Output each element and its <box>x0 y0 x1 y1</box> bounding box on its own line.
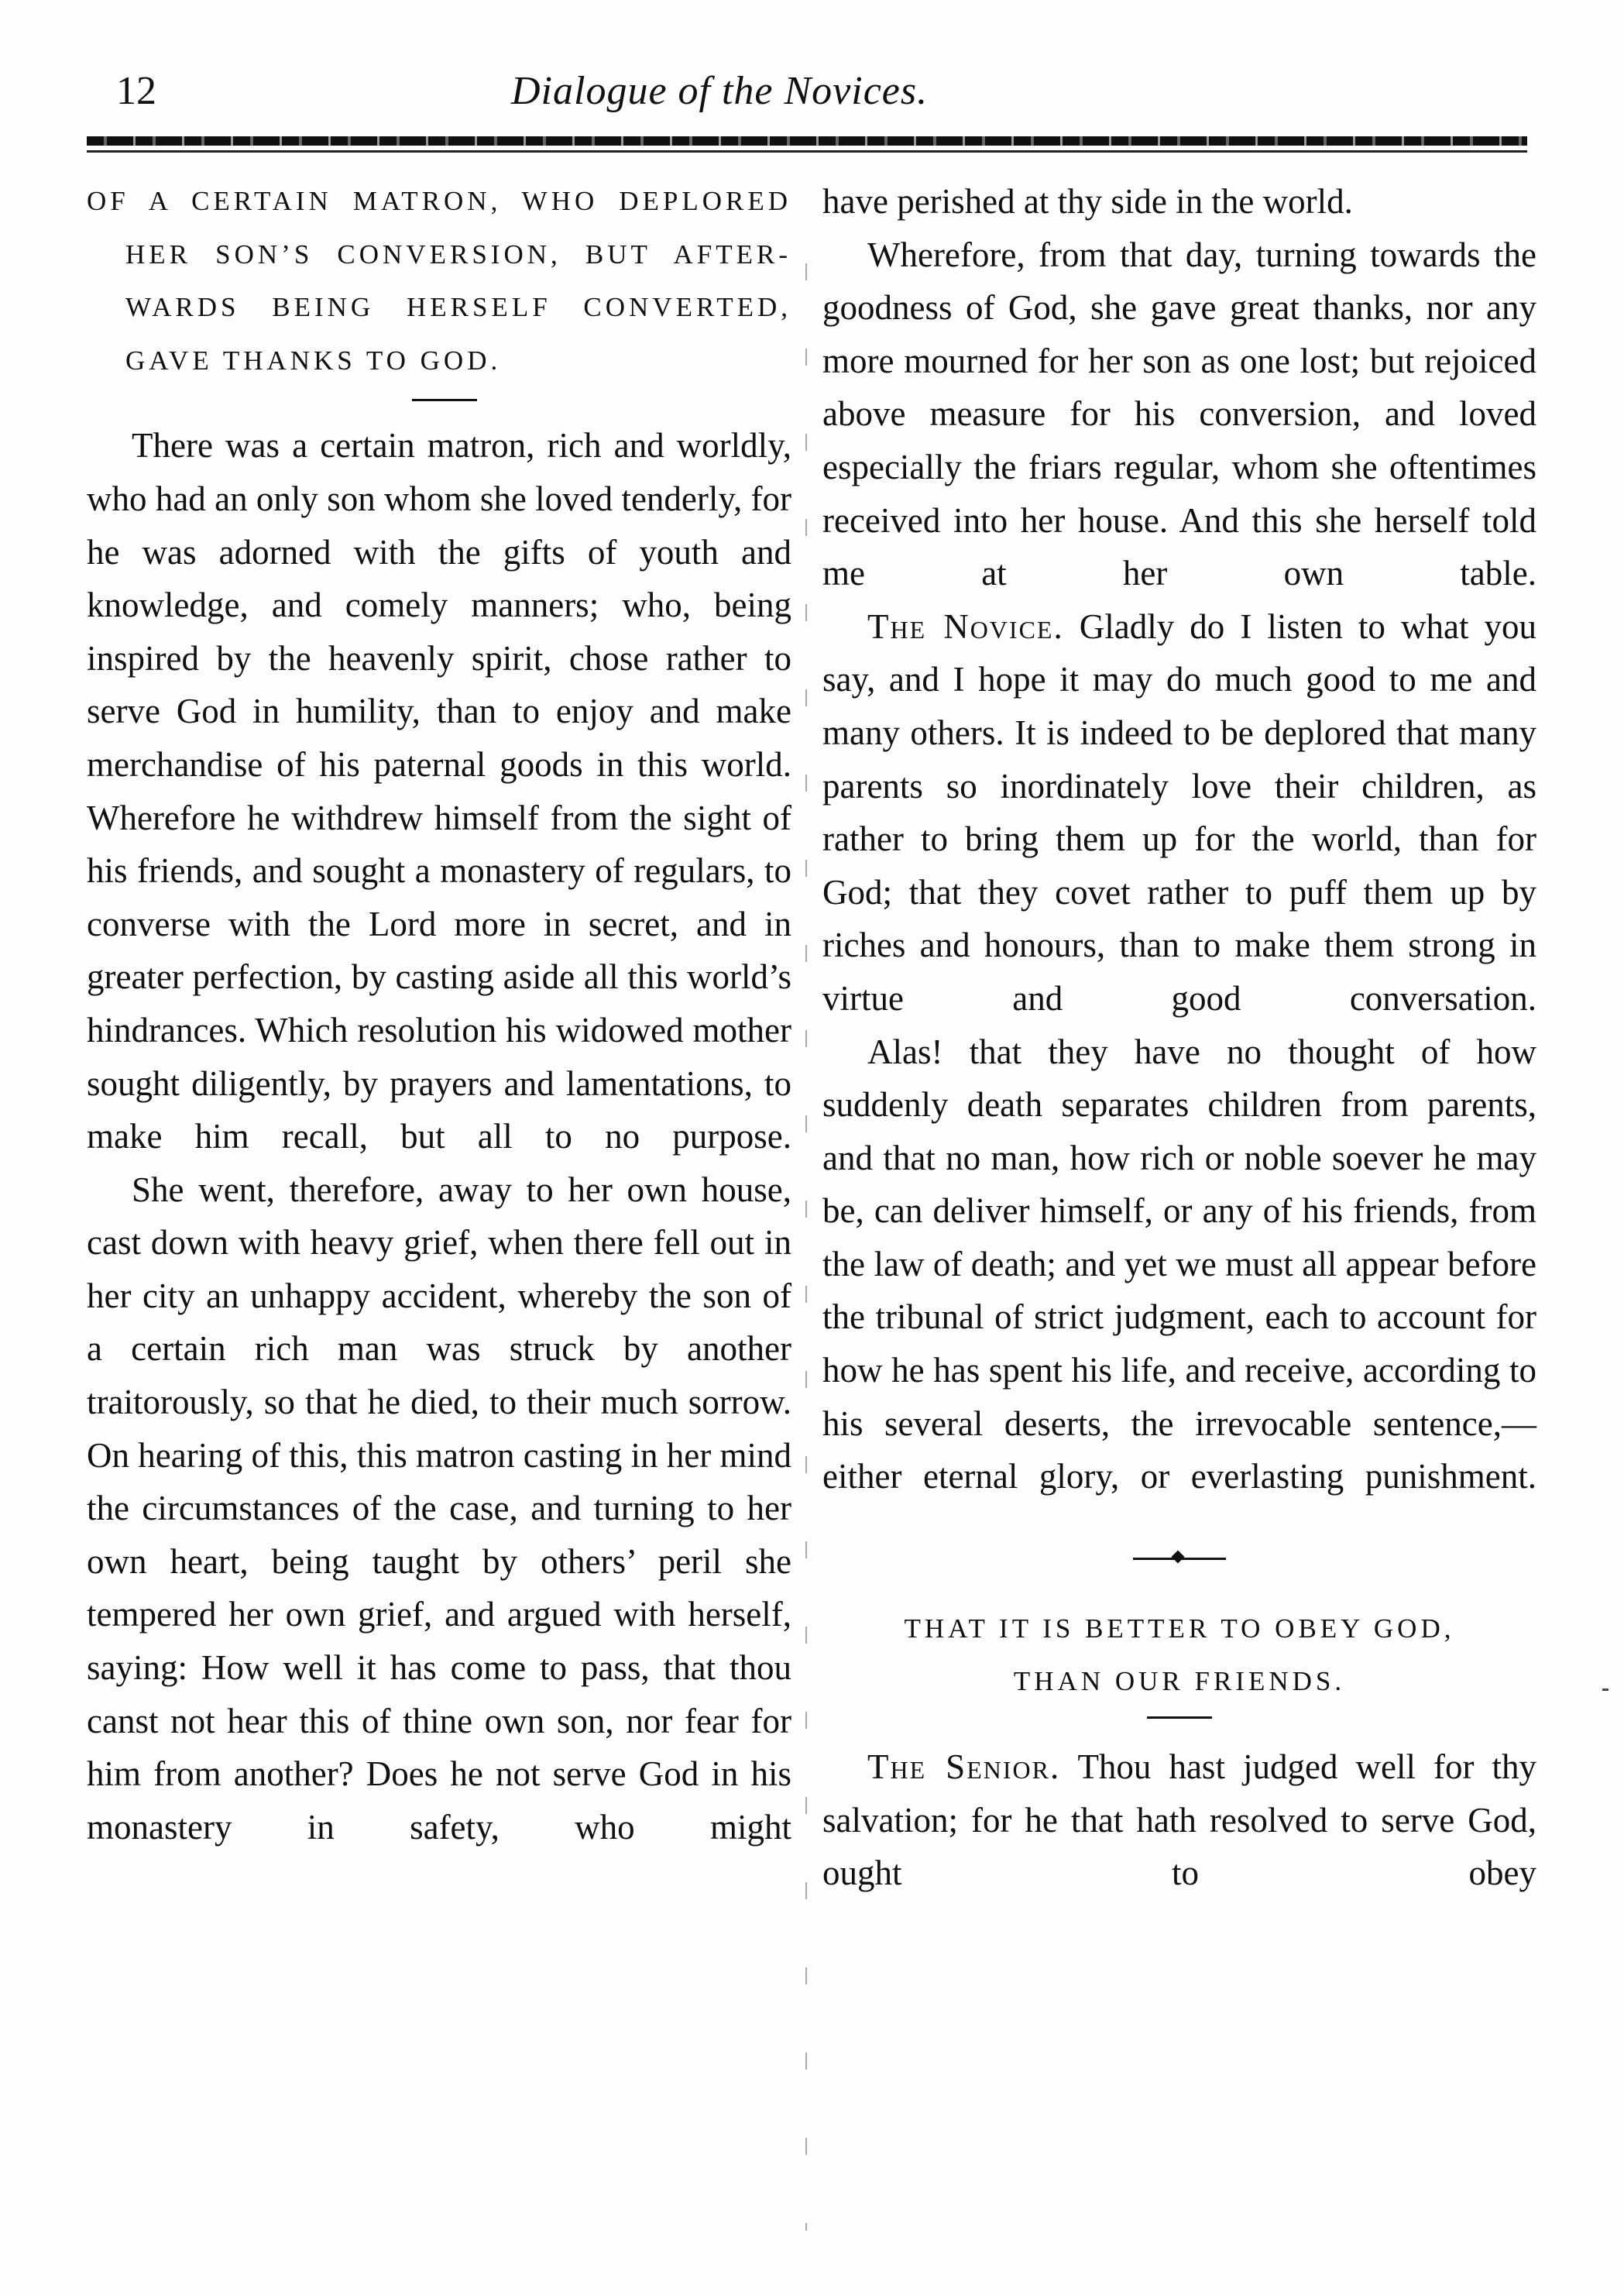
column-separator <box>805 232 807 2231</box>
paragraph-death: Alas! that they have no thought of how suddenly death separates children from parents, and that no man, how rich or noble soever he may be, can deliver himself, or any of his friends, from the law of death; and yet we must all appear before the tribunal of strict judgment, each to account for how he has spent his life, and receive, according to his several deserts, the irrevocable sentence,—either eternal glory, or everlasting punishment. <box>822 1032 1536 1496</box>
heading-line: GAVE THANKS TO GOD. <box>125 345 502 376</box>
heading-line: THAT IT IS BETTER TO OBEY GOD, <box>904 1613 1455 1644</box>
paragraph-text: Thou hast judged well for thy salvation; for he that hath resolved to serve God, ought to obey <box>822 1747 1536 1893</box>
paragraph-matron-son: There was a certain matron, rich and worldly, who had an only son whom she loved tenderly, for he was adorned with the gifts of youth and knowledge, and comely manners; who, being inspired by the heavenly spirit, chose rather to serve God in humility, than to enjoy and make merchandise of his paternal goods in this world. Wherefore he withdrew himself from the sight of his friends, and sought a monastery of regulars, to converse with the Lord more in secret, and in greater perfection, by casting aside all this world’s hindrances. Which resolution his widowed mother sought diligently, by prayers and lamentations, to make him recall, but all to no purpose. <box>87 426 791 1156</box>
paragraph-matron-grief: She went, therefore, away to her own house, cast down with heavy grief, when there fell out in her city an unhappy accident, whereby the son of a certain rich man was struck by another traitorously, so that he died, to their much sorrow. On hearing of this, this matron casting in her mind the circumstances of the case, and turning to her own heart, being taught by others’ peril she tempered her own grief, and argued with herself, saying: How well it has come to pass, that thou canst not hear this of thine own son, nor fear for him from another? Does he not serve God in his monastery in safety, who might <box>87 1170 791 1847</box>
running-title: Dialogue of the Novices. <box>511 69 929 113</box>
heading-line: THAN OUR FRIENDS. <box>1013 1666 1346 1697</box>
heading-line: OF A CERTAIN MATRON, WHO DEPLORED <box>87 186 791 216</box>
paragraph-senior <box>822 1740 1536 1900</box>
paragraph-thanks: Wherefore, from that day, turning towards the goodness of God, she gave great thanks, nor any more mourned for her son as one lost; but rejoiced above measure for his conversion, and loved especially the friars regular, whom she oftentimes received into her house. And this she herself told me at her own table. <box>822 235 1536 593</box>
paragraph-novice <box>822 600 1536 1026</box>
heading-line: HER SON’S CONVERSION, BUT AFTER- <box>125 239 791 270</box>
chapter-heading-obey <box>822 1603 1536 1709</box>
paragraph-text: Gladly do I listen to what you say, and I hope it may do much good to me and many others. It is indeed to be deplored that many parents so inordinately love their children, as rather to bring them up for the world, than for God; that they covet rather to puff them up by riches and honours, than to make them strong in virtue and good conversation. <box>822 606 1537 1018</box>
heading-rule <box>412 399 477 401</box>
ornament-diamond <box>1172 1550 1185 1563</box>
paragraph-continuation: have perished at thy side in the world. <box>822 182 1353 221</box>
left-column <box>87 175 791 1854</box>
page-number: 12 <box>116 69 156 113</box>
header-rule-thin <box>87 150 1527 153</box>
header-rule <box>87 136 1527 146</box>
heading-line: WARDS BEING HERSELF CONVERTED, <box>125 292 791 323</box>
heading-rule <box>1147 1716 1212 1719</box>
speaker-label: The Novice. <box>867 606 1064 646</box>
right-column <box>822 175 1536 1900</box>
section-ornament <box>1133 1534 1226 1581</box>
margin-mark <box>1602 1689 1609 1691</box>
speaker-label: The Senior. <box>867 1747 1061 1787</box>
chapter-heading-matron <box>87 175 791 387</box>
